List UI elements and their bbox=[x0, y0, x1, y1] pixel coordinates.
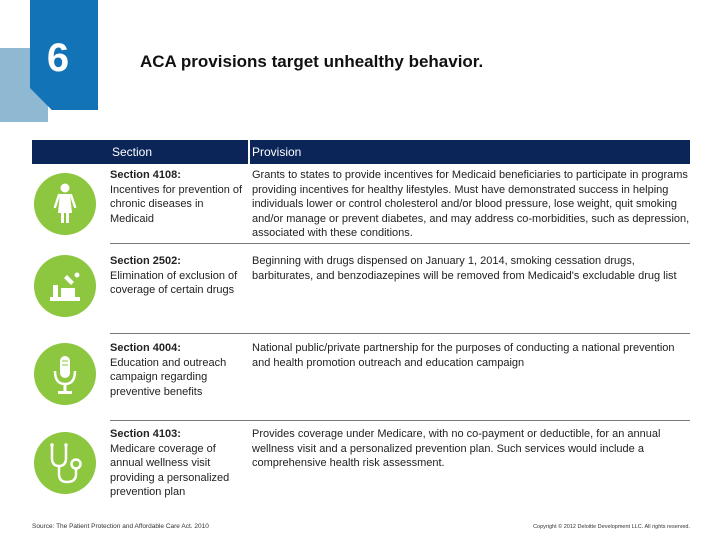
section-description: Elimination of exclusion of coverage of certain drugs bbox=[110, 269, 238, 296]
section-cell bbox=[110, 341, 245, 399]
provision-text: Grants to states to provide incentives for Medicaid beneficiaries to participate in programs providing incentives for healthy lifestyles. Must have demonstrated success in helping individuals lower or control cholesterol and/or blood pressure, lose weight, quit smoking and/or manage or prevent diabetes, and may address co-morbidities, such as depression, associated with these conditions. bbox=[252, 169, 690, 239]
section-title: Section 4103: bbox=[110, 428, 181, 440]
section-title: Section 4108: bbox=[110, 169, 181, 181]
provision-text: Provides coverage under Medicare, with no co-payment or deductible, for an annual wellness visit and a personalized prevention plan. Such services would include a comprehensive health risk assessment. bbox=[252, 428, 661, 469]
section-cell bbox=[110, 168, 245, 226]
provision-text: National public/private partnership for the purposes of conducting a national prevention and health promotion outreach and education campaign bbox=[252, 342, 675, 369]
pharmacy-icon bbox=[34, 255, 96, 317]
row-divider bbox=[110, 243, 690, 244]
slide-number: 6 bbox=[46, 36, 70, 80]
microphone-icon bbox=[34, 343, 96, 405]
section-description: Education and outreach campaign regarding preventive benefits bbox=[110, 356, 227, 398]
section-description: Incentives for prevention of chronic diseases in Medicaid bbox=[110, 183, 243, 225]
table-row bbox=[32, 423, 690, 513]
section-title: Section 4004: bbox=[110, 342, 181, 354]
header-section: Section bbox=[112, 145, 153, 159]
table-header bbox=[32, 140, 690, 164]
table-row bbox=[32, 166, 690, 244]
woman-icon bbox=[34, 173, 96, 235]
section-description: Medicare coverage of annual wellness visit providing a personalized prevention plan bbox=[110, 442, 230, 498]
section-title: Section 2502: bbox=[110, 255, 181, 267]
row-divider bbox=[110, 420, 690, 421]
header-provision: Provision bbox=[252, 145, 302, 159]
section-cell bbox=[110, 254, 245, 298]
table-row bbox=[32, 248, 690, 334]
page-title: ACA provisions target unhealthy behavior. bbox=[140, 52, 484, 71]
slide-number-badge bbox=[0, 0, 70, 122]
source-note: Source: The Patient Protection and Affordable Care Act. 2010 bbox=[32, 523, 209, 530]
section-cell bbox=[110, 427, 245, 500]
row-divider bbox=[110, 333, 690, 334]
header-divider bbox=[248, 140, 250, 164]
copyright-note: Copyright © 2012 Deloitte Development LLC. All rights reserved. bbox=[533, 524, 690, 530]
stethoscope-icon bbox=[34, 432, 96, 494]
table-row bbox=[32, 336, 690, 421]
provision-text: Beginning with drugs dispensed on January 1, 2014, smoking cessation drugs, barbiturates, and benzodiazepines will be removed from Medicaid's excludable drug list bbox=[252, 255, 677, 282]
